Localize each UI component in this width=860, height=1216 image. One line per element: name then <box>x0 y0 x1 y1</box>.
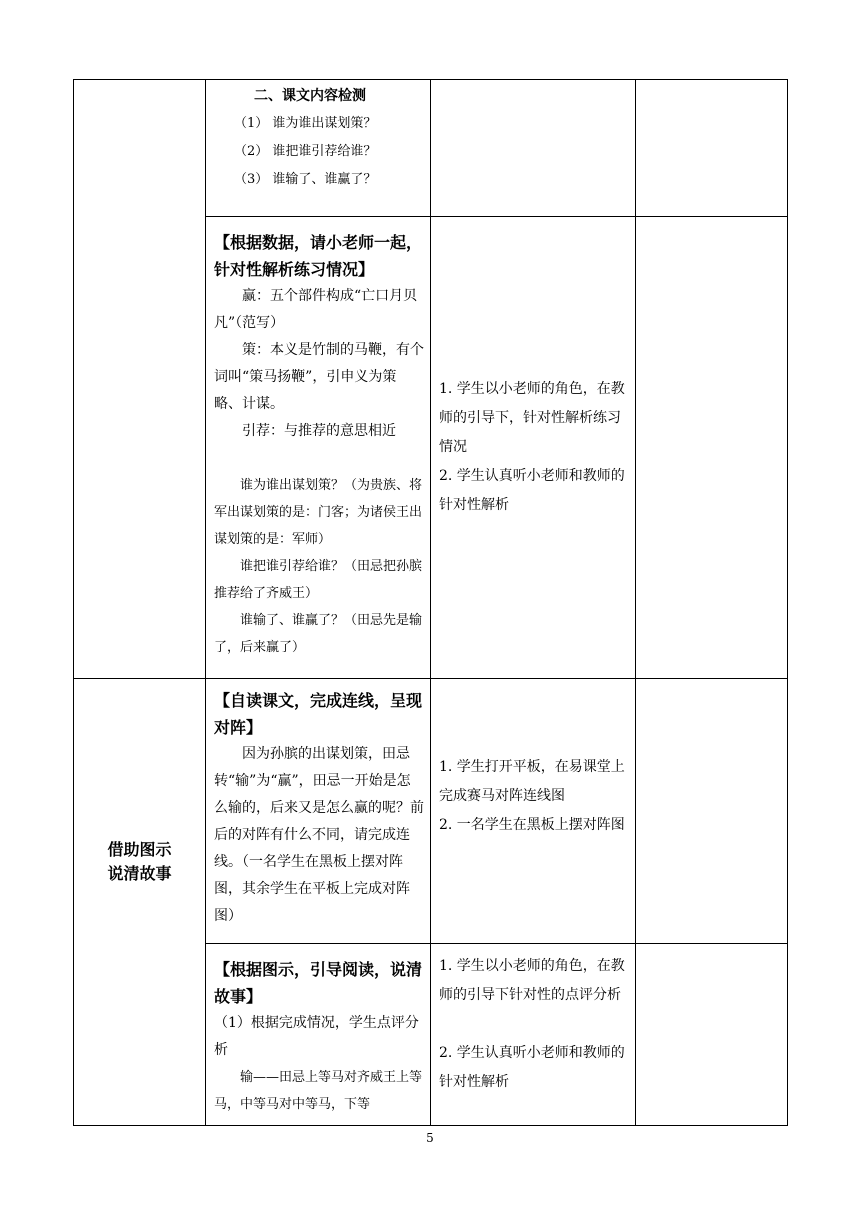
notes-cell <box>636 217 788 679</box>
activity-item: 1. 学生以小老师的角色，在教师的引导下针对性的点评分析 <box>439 958 625 1003</box>
activity-item: 2. 学生认真听小老师和教师的针对性解析 <box>439 468 625 513</box>
activity-item: 1. 学生打开平板，在易课堂上完成赛马对阵连线图 <box>439 758 625 804</box>
question-3: （3） 谁输了、谁赢了？ <box>234 172 377 187</box>
paragraph: 谁输了、谁赢了？（田忌先是输了，后来赢了） <box>214 613 423 655</box>
table-row <box>74 679 788 944</box>
page-number: 5 <box>426 1131 434 1145</box>
notes-cell <box>636 80 788 217</box>
paragraph: 策：本义是竹制的马鞭，有个词叫“策马扬鞭”，引申义为策略、计谋。 <box>214 342 424 412</box>
activity-item: 2. 一名学生在黑板上摆对阵图 <box>439 816 625 833</box>
lesson-plan-table <box>73 79 788 1126</box>
stage-label: 借助图示 说清故事 <box>107 840 172 883</box>
content-cell <box>206 944 431 1126</box>
activity-cell <box>431 944 636 1126</box>
stage-cell <box>74 679 206 1126</box>
activity-item: 1. 学生以小老师的角色，在教师的引导下，针对性解析练习情况 <box>439 381 625 455</box>
question-2: （2） 谁把谁引荐给谁？ <box>234 144 377 159</box>
paragraph: 因为孙膑的出谋划策，田忌转“输”为“赢”，田忌一开始是怎么输的，后来又是怎么赢的呢？前后的对阵有什么不同，请完成连线。（一名学生在黑板上摆对阵图，其余学生在平板上完成对阵图） <box>214 746 424 924</box>
section-heading: 【自读课文，完成连线，呈现对阵】 <box>214 691 423 737</box>
paragraph: 引荐：与推荐的意思相近 <box>242 423 396 439</box>
activity-cell <box>431 80 636 217</box>
paragraph: 谁为谁出谋划策？（为贵族、将军出谋划策的是：门客；为诸侯王出谋划策的是：军师） <box>214 478 423 547</box>
section-heading: 【根据数据，请小老师一起，针对性解析练习情况】 <box>214 233 423 279</box>
activity-item: 2. 学生认真听小老师和教师的针对性解析 <box>439 1045 625 1090</box>
notes-cell <box>636 679 788 944</box>
notes-cell <box>636 944 788 1126</box>
paragraph: （1）根据完成情况，学生点评分析 <box>214 1015 419 1058</box>
section-heading: 【根据图示，引导阅读，说清故事】 <box>214 960 423 1006</box>
content-cell <box>206 217 431 679</box>
paragraph: 赢：五个部件构成“亡口月贝凡”（范写） <box>214 288 418 331</box>
paragraph: 输——田忌上等马对齐威王上等马，中等马对中等马，下等 <box>214 1070 423 1112</box>
paragraph: 谁把谁引荐给谁？（田忌把孙膑推荐给了齐威王） <box>214 559 423 601</box>
section-heading: 二、课文内容检测 <box>254 88 366 104</box>
stage-cell-empty <box>74 80 206 679</box>
content-cell <box>206 80 431 217</box>
question-1: （1） 谁为谁出谋划策？ <box>234 116 377 131</box>
content-cell <box>206 679 431 944</box>
table-row <box>74 80 788 217</box>
activity-cell <box>431 679 636 944</box>
activity-cell <box>431 217 636 679</box>
